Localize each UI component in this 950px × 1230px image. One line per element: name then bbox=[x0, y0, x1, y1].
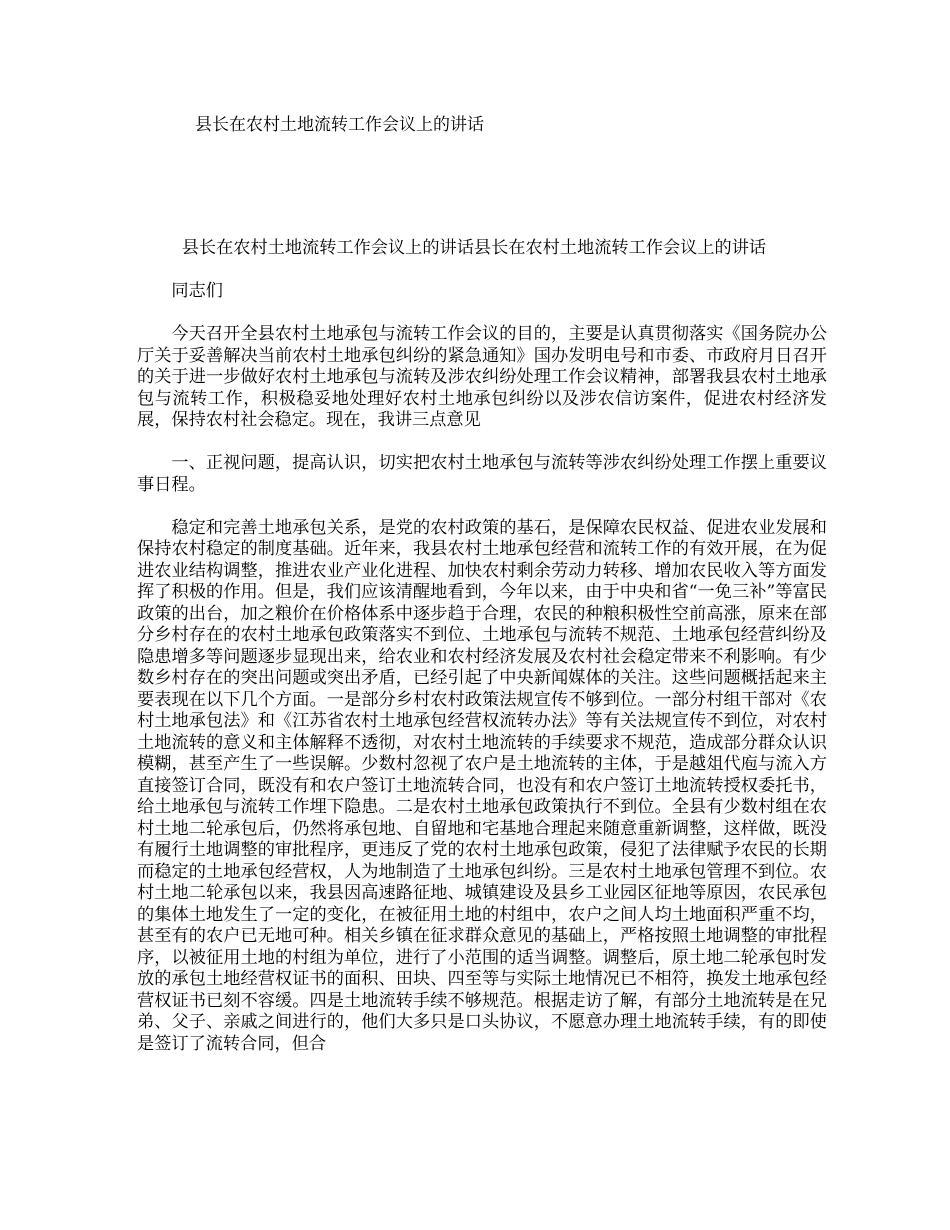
salutation-paragraph: 同志们 bbox=[171, 281, 223, 301]
document-body bbox=[137, 238, 827, 1077]
section-one-body: 稳定和完善土地承包关系，是党的农村政策的基石，是保障农民权益、促进农业发展和保持农村稳定的制度基础。近年来，我县农村土地承包经营和流转工作的有效开展，在为促进农业结构调整，推进农业产业化进程、加快农村剩余劳动力转移、增加农民收入等方面发挥了积极的作用。但是，我们应该清醒地看到，今年以来，由于中央和省“一免三补”等富民政策的出台，加之粮价在价格体系中逐步趋于合理，农民的种粮积极性空前高涨，原来在部分乡村存在的农村土地承包政策落实不到位、土地承包与流转不规范、土地承包经营纠纷及隐患增多等问题逐步显现出来，给农业和农村经济发展及农村社会稳定带来不利影响。有少数乡村存在的突出问题或突出矛盾，已经引起了中央新闻媒体的关注。这些问题概括起来主要表现在以下几个方面。一是部分乡村农村政策法规宣传不够到位。一部分村组干部对《农村土地承包法》和《江苏省农村土地承包经营权流转办法》等有关法规宣传不到位，对农村土地流转的意义和主体解释不透彻，对农村土地流转的手续要求不规范，造成部分群众认识模糊，甚至产生了一些误解。少数村忽视了农户是土地流转的主体，于是越俎代庖与流入方直接签订合同，既没有和农户签订土地流转合同，也没有和农户签订土地流转授权委托书，给土地承包与流转工作埋下隐患。二是农村土地承包政策执行不到位。全县有少数村组在农村土地二轮承包后，仍然将承包地、自留地和宅基地合理起来随意重新调整，这样做，既没有履行土地调整的审批程序，更违反了党的农村土地承包政策，侵犯了法律赋予农民的长期而稳定的土地承包经营权，人为地制造了土地承包纠纷。三是农村土地承包管理不到位。农村土地二轮承包以来，我县因高速路征地、城镇建设及县乡工业园区征地等原因，农民承包的集体土地发生了一定的变化，在被征用土地的村组中，农户之间人均土地面积严重不均，甚至有的农户已无地可种。相关乡镇在征求群众意见的基础上，严格按照土地调整的审批程序，以被征用土地的村组为单位，进行了小范围的适当调整。调整后，原土地二轮承包时发放的承包土地经营权证书的面积、田块、四至等与实际土地情况已不相符，换发土地承包经营权证书已刻不容缓。四是土地流转手续不够规范。根据走访了解，有部分土地流转是在兄弟、父子、亲戚之间进行的，他们大多只是口头协议，不愿意办理土地流转手续，有的即使是签订了流转合同，但合 bbox=[137, 517, 827, 1054]
document-title: 县长在农村土地流转工作会议上的讲话 bbox=[195, 115, 484, 135]
section-one-heading: 一、正视问题，提高认识，切实把农村土地承包与流转等涉农纠纷处理工作摆上重要议事日程。 bbox=[137, 453, 827, 495]
intro-paragraph: 今天召开全县农村土地承包与流转工作会议的目的，主要是认真贯彻落实《国务院办公厅关于妥善解决当前农村土地承包纠纷的紧急通知》国办发明电号和市委、市政府月日召开的关于进一步做好农村土地承包与流转及涉农纠纷处理工作会议精神，部署我县农村土地承包与流转工作，积极稳妥地处理好农村土地承包纠纷以及涉农信访案件，促进农村经济发展，保持农村社会稳定。现在，我讲三点意见 bbox=[137, 324, 827, 430]
body-heading-paragraph: 县长在农村土地流转工作会议上的讲话县长在农村土地流转工作会议上的讲话 bbox=[181, 238, 767, 258]
